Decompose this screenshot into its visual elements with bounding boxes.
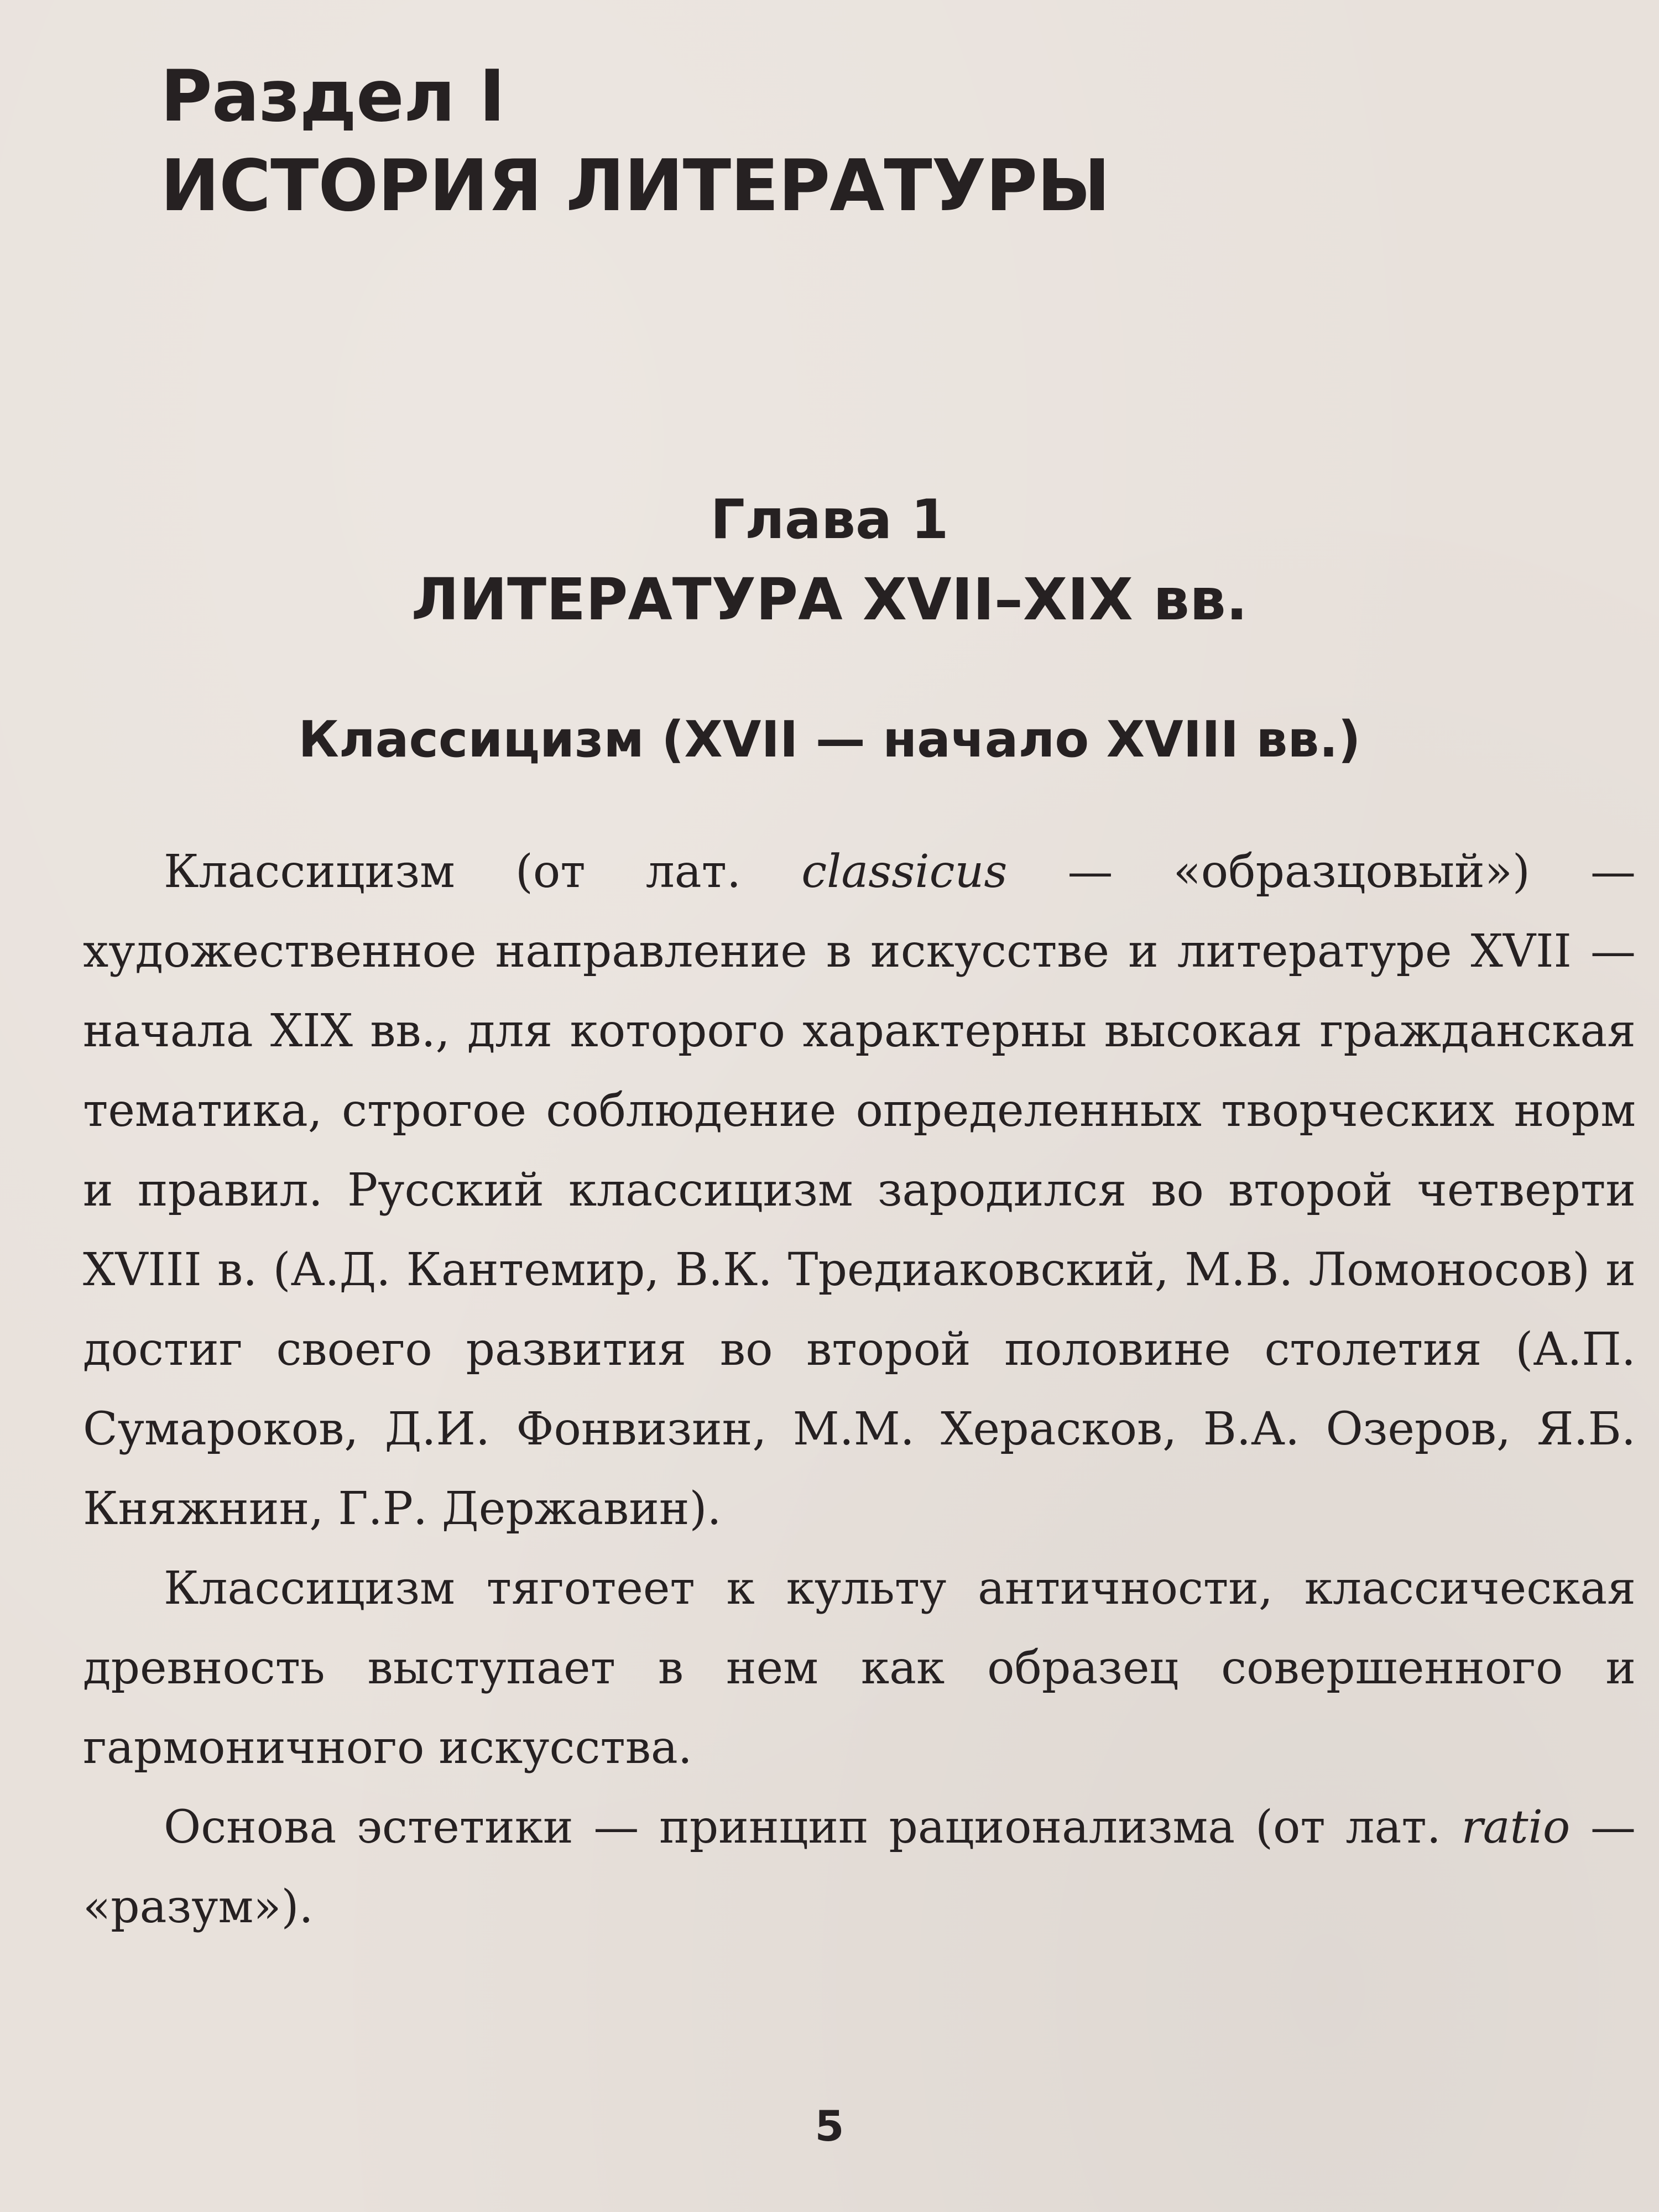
section-title: ИСТОРИЯ ЛИТЕРАТУРЫ bbox=[160, 145, 1110, 227]
chapter-title: ЛИТЕРАТУРА XVII–XIX вв. bbox=[411, 566, 1248, 633]
paragraph-3 bbox=[83, 1788, 1636, 1947]
latin-term-ratio: ratio bbox=[1461, 1801, 1571, 1854]
paragraph-1-after: — «образцовый») — художественное направление в искусстве и литературе XVII — начала XIX вв., для которого характерны высокая гражданская тематика, строгое соблюдение определенных творческих норм и правил. Русский классицизм зародился во второй четверти XVIII в. (А.Д. Кантемир, В.К. Тредиаковский, М.В. Ломоносов) и достиг своего развития во второй половине столетия (А.П. Сумароков, Д.И. Фонвизин, М.М. Херасков, В.А. Озеров, Я.Б. Княжнин, Г.Р. Державин). bbox=[83, 846, 1636, 1535]
page-number: 5 bbox=[815, 2101, 844, 2151]
chapter-label: Глава 1 bbox=[710, 488, 949, 551]
paragraph-2: Классицизм тяготеет к культу античности, классическая древность выступает в нем как образец совершенного и гармоничного искусства. bbox=[83, 1562, 1636, 1774]
section-label: Раздел I bbox=[160, 55, 505, 138]
paragraph-3-before: Основа эстетики — принцип рационализма (от лат. bbox=[164, 1801, 1462, 1854]
paragraph-3-after: — «разум»). bbox=[83, 1801, 1636, 1933]
paragraph-1-before: Классицизм (от лат. bbox=[164, 846, 802, 898]
latin-term-classicus: classicus bbox=[801, 846, 1008, 898]
body-text bbox=[83, 832, 1636, 1947]
paragraph-1 bbox=[83, 832, 1636, 1549]
subsection-title: Классицизм (XVII — начало XVIII вв.) bbox=[298, 711, 1361, 769]
